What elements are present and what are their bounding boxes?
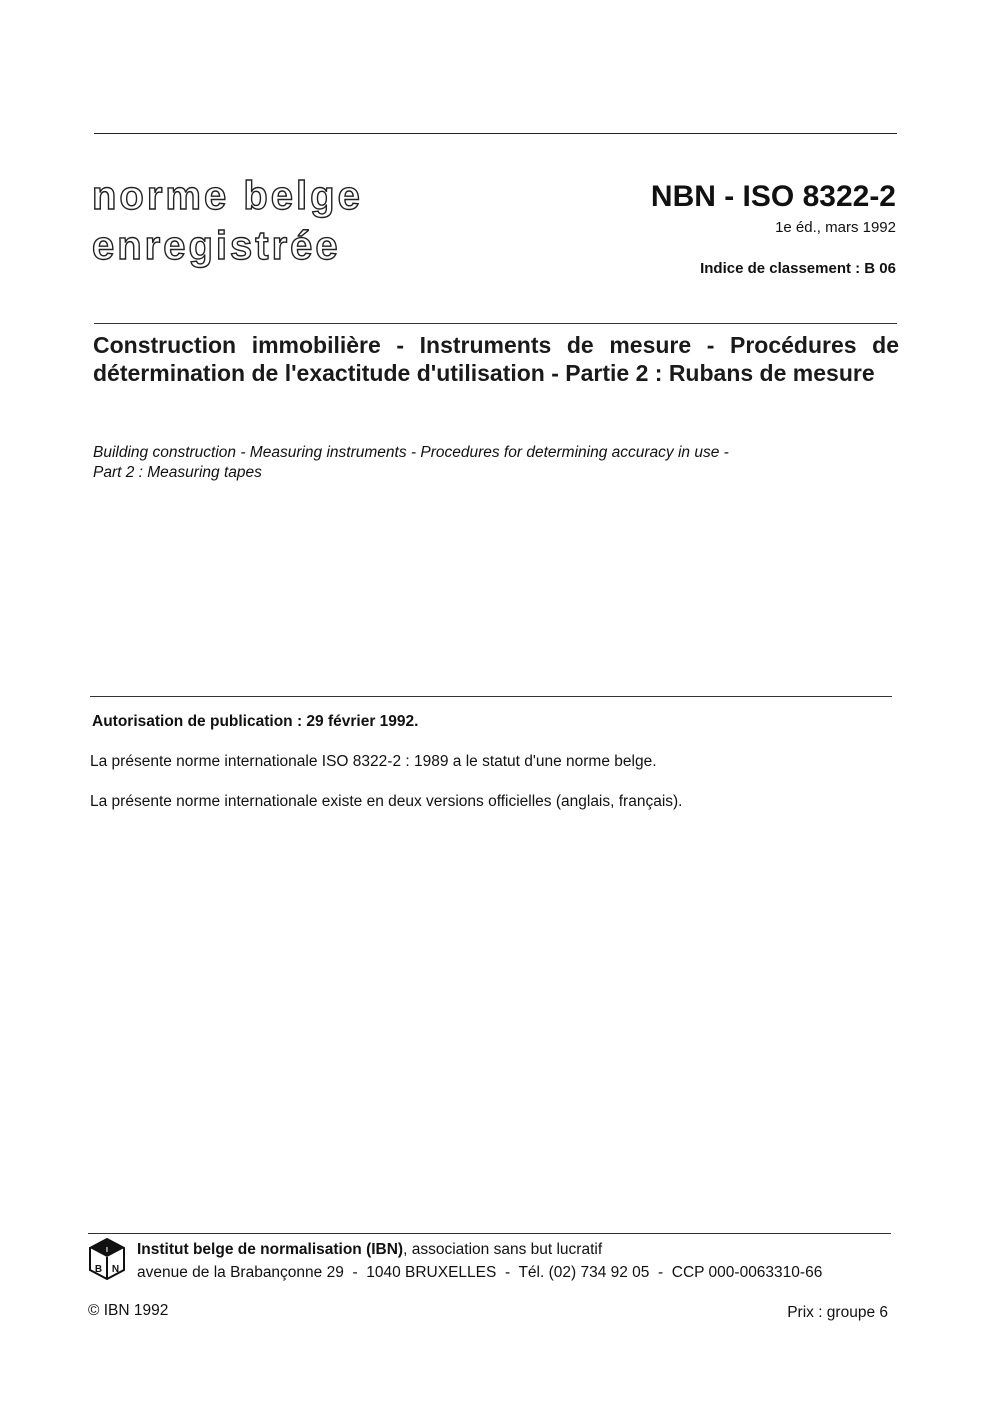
- standard-number: NBN - ISO 8322-2: [650, 180, 896, 213]
- status-paragraph: La présente norme internationale ISO 8322-2 : 1989 a le statut d'une norme belge.: [90, 753, 657, 770]
- svg-text:I: I: [106, 1247, 108, 1254]
- english-title-line1: Building construction - Measuring instruments - Procedures for determining accuracy in use -: [93, 444, 729, 461]
- series-title-line1: norme belge: [92, 174, 363, 218]
- header-rule: [94, 133, 897, 134]
- institute-address: avenue de la Brabançonne 29 - 1040 BRUXELLES - Tél. (02) 734 92 05 - CCP 000-0063310-66: [137, 1264, 823, 1281]
- institute-name: [137, 1241, 602, 1259]
- body-rule: [90, 696, 892, 697]
- svg-text:N: N: [111, 1264, 120, 1275]
- ibn-logo: [88, 1237, 126, 1281]
- footer-rule: [88, 1233, 891, 1234]
- svg-text:B: B: [94, 1264, 103, 1275]
- french-title: Construction immobilière - Instruments de mesure - Procédures de détermination de l'exactitude d'utilisation - Partie 2 : Rubans de mesure: [93, 332, 899, 386]
- classification-index: Indice de classement : B 06: [700, 260, 896, 277]
- series-title-line2: enregistrée: [92, 224, 341, 268]
- english-title-line2: Part 2 : Measuring tapes: [93, 464, 262, 481]
- institute-name-bold: Institut belge de normalisation (IBN): [137, 1241, 404, 1258]
- copyright: © IBN 1992: [88, 1302, 169, 1319]
- title-rule: [94, 323, 897, 324]
- edition-date: 1e éd., mars 1992: [775, 219, 896, 236]
- versions-paragraph: La présente norme internationale existe en deux versions officielles (anglais, français).: [90, 793, 683, 810]
- institute-description: , association sans but lucratif: [403, 1241, 603, 1258]
- english-title: [93, 443, 899, 483]
- price-group: Prix : groupe 6: [787, 1304, 888, 1321]
- publication-authorization: Autorisation de publication : 29 février 1992.: [92, 713, 419, 730]
